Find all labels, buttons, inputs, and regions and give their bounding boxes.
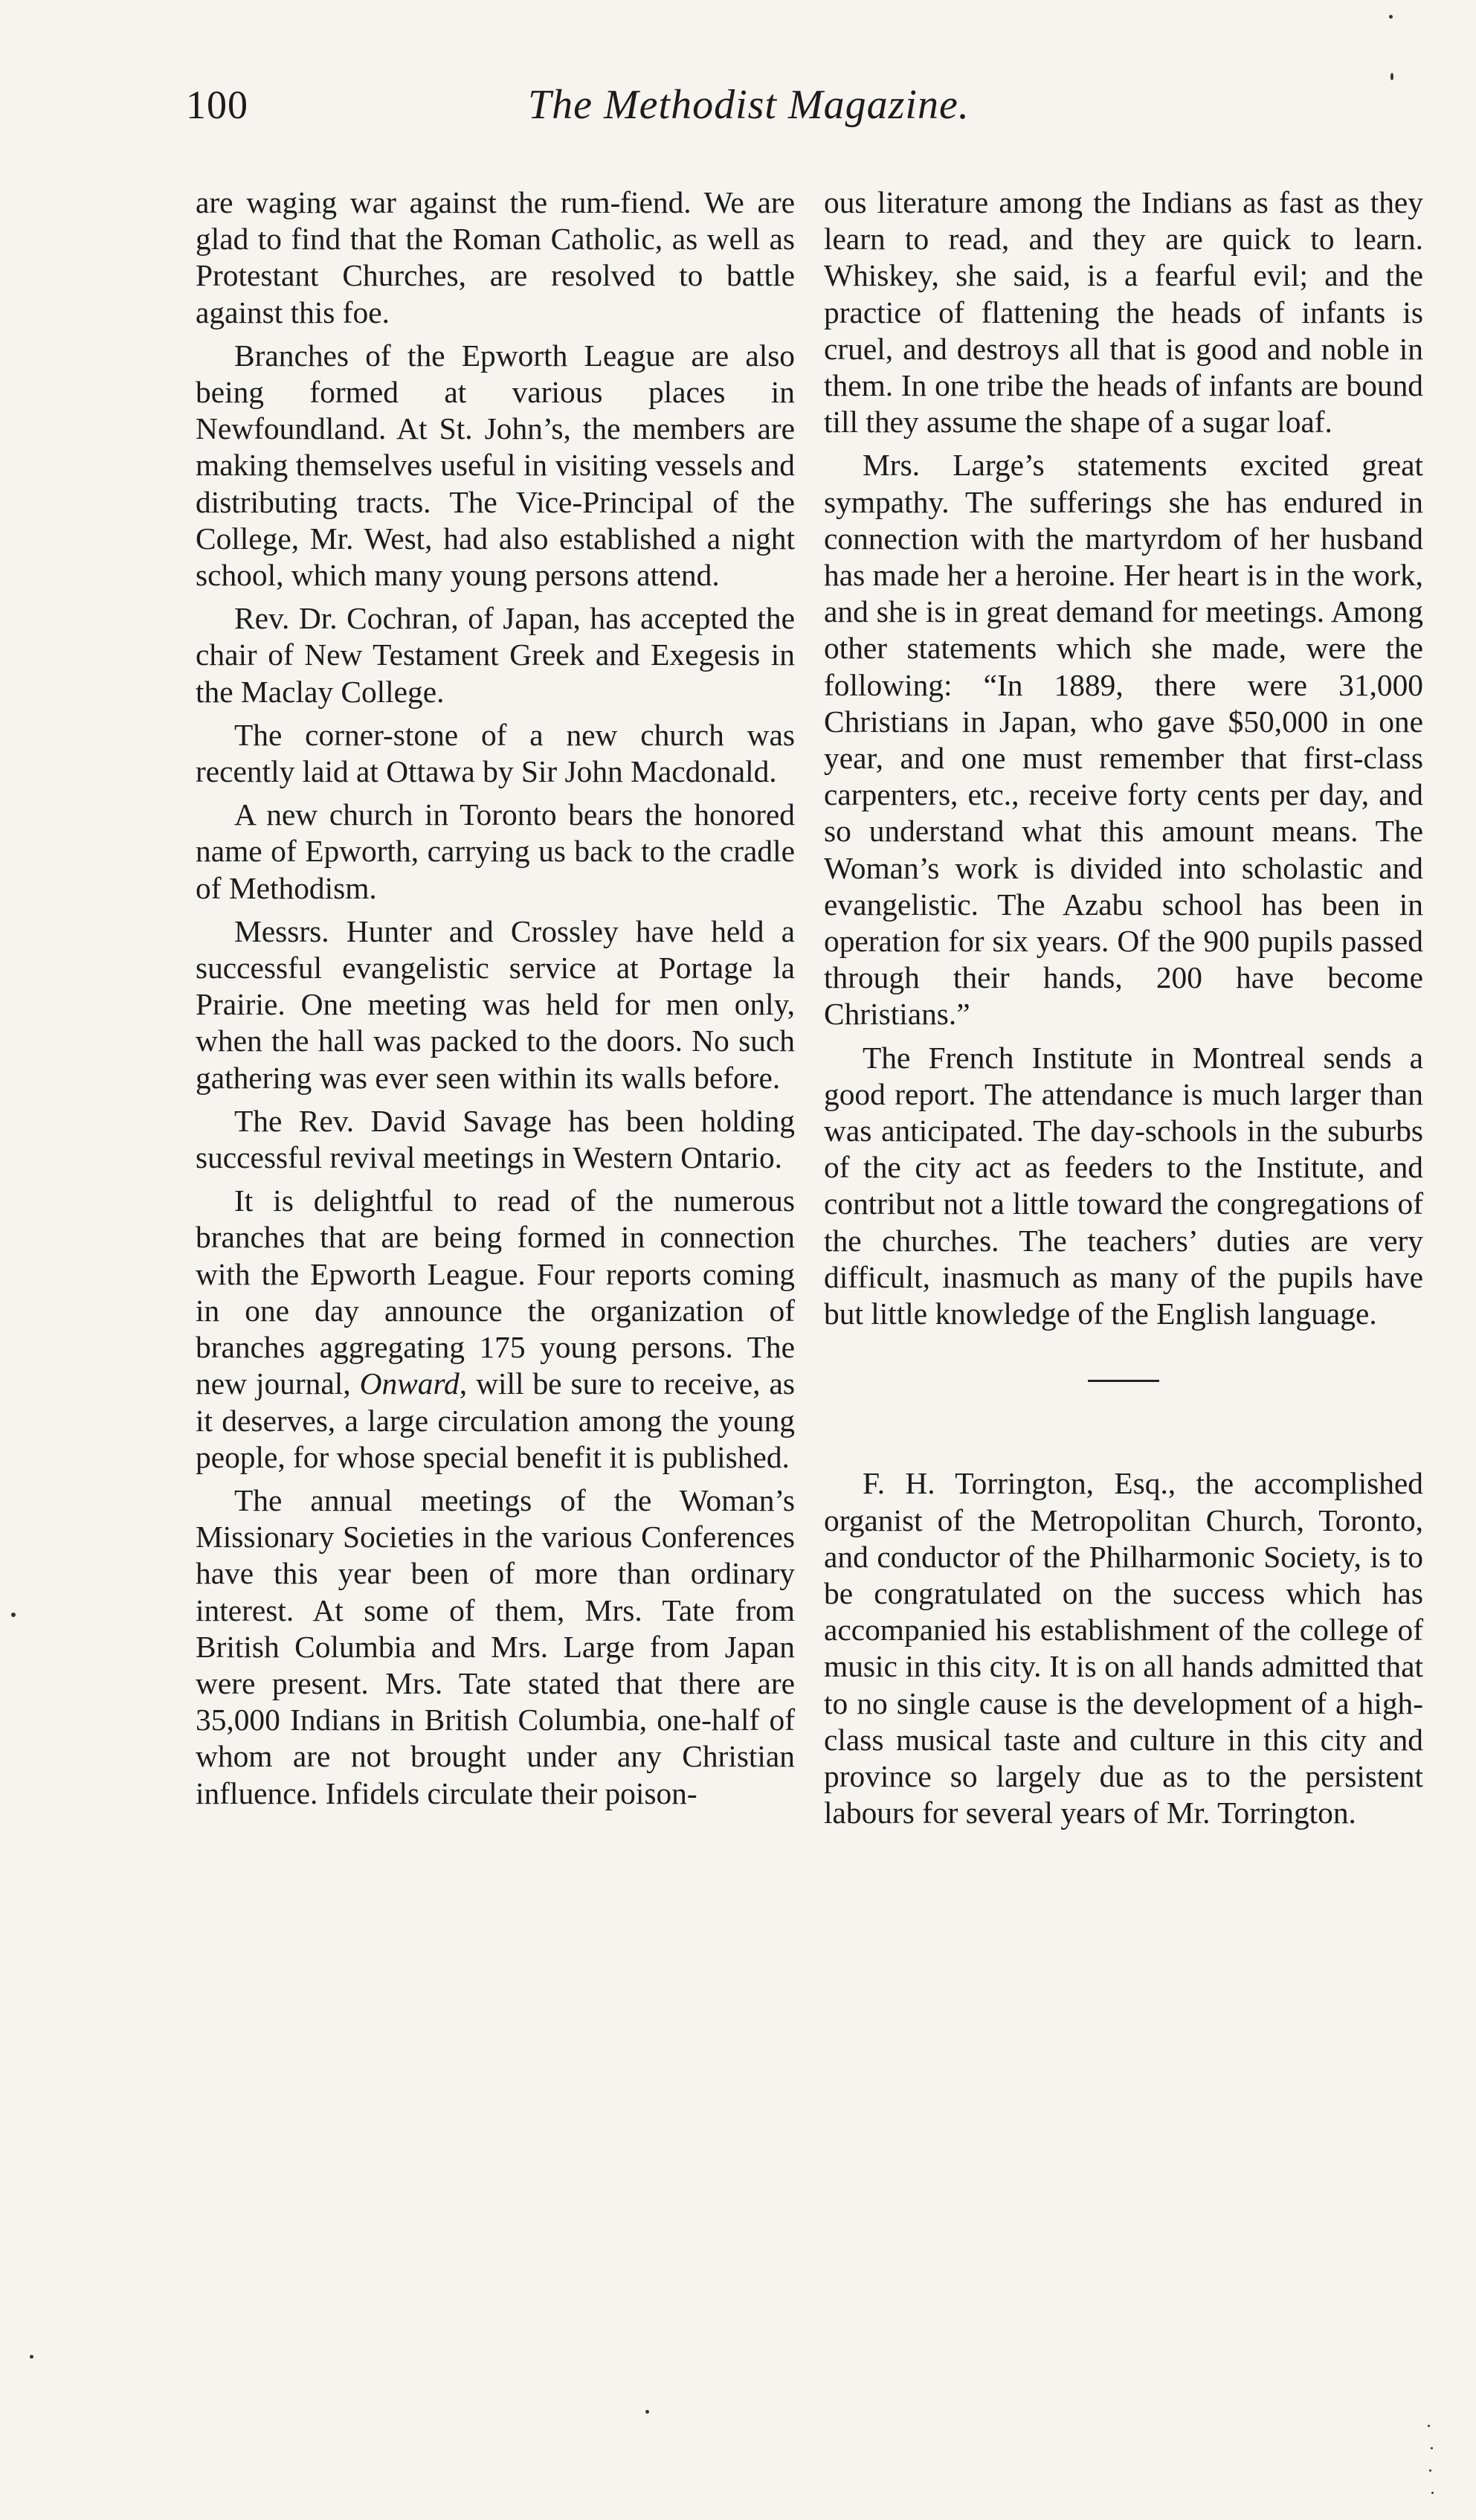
- left-column: [196, 184, 795, 1819]
- scan-speck: [1431, 2492, 1434, 2494]
- page-header: [186, 74, 1417, 141]
- section-divider: [1088, 1380, 1159, 1382]
- scan-speck: [1431, 2447, 1433, 2449]
- paragraph-text: , will be sure to receive, as it deserves, a large circulation among the young people, for whose special benefit it is published.: [196, 1366, 795, 1474]
- paragraph: F. H. Torrington, Esq., the accomplished organist of the Metropolitan Church, Toronto, and conductor of the Philharmonic Society, is to be congratulated on the success which has accompanied his establishment of the college of music in this city. It is on all hands admitted that to no single cause is the development of a high-class musical taste and culture in this city and province so largely due as to the persistent labours for several years of Mr. Torrington.: [824, 1466, 1423, 1830]
- scan-speck: [11, 1613, 16, 1617]
- paragraph: The French Institute in Montreal sends a good report. The attendance is much larger than was anticipated. The day-schools in the suburbs of the city act as feeders to the Institute, and contribut not a little toward the congregations of the churches. The teachers’ duties are very difficult, inasmuch as many of the pupils have but little knowledge of the English language.: [824, 1040, 1423, 1331]
- scan-speck: [1428, 2425, 1430, 2427]
- paragraph: A new church in Toronto bears the honored name of Epworth, carrying us back to the cradle of Methodism.: [196, 797, 795, 905]
- running-title: The Methodist Magazine.: [528, 82, 970, 128]
- scan-speck: [645, 2410, 649, 2414]
- paragraph: Branches of the Epworth League are also being formed at various places in Newfoundland. At St. John’s, the members are making themselves useful in visiting vessels and distributing tracts. The Vice-Principal of the College, Mr. West, had also established a night school, which many young persons attend.: [196, 338, 795, 593]
- scan-speck: [30, 2355, 33, 2359]
- paragraph-text: It is delightful to read of the numerous branches that are being formed in connection with the Epworth League. Four reports coming in one day announce the organization of branches aggregating 175 young persons. The new journal,: [196, 1183, 795, 1401]
- scan-speck: [1389, 15, 1393, 19]
- right-column: [824, 184, 1423, 1838]
- paragraph: ous literature among the Indians as fast as they learn to read, and they are quick to learn. Whiskey, she said, is a fearful evil; and the practice of flattening the heads of infants is cruel, and destroys all that is good and noble in them. In one tribe the heads of infants are bound till they assume the shape of a sugar loaf.: [824, 185, 1423, 440]
- scan-speck: [1390, 73, 1393, 80]
- paragraph: The Rev. David Savage has been holding successful revival meetings in Western Ontario.: [196, 1103, 795, 1175]
- paragraph: Mrs. Large’s statements excited great sympathy. The sufferings she has endured in connection with the martyrdom of her husband has made her a heroine. Her heart is in the work, and she is in great demand for meetings. Among other statements which she made, were the following: “In 1889, there were 31,000 Christians in Japan, who gave $50,000 in one year, and one must remember that first-class carpenters, etc., receive forty cents per day, and so understand what this amount means. The Woman’s work is divided into scholastic and evangelistic. The Azabu school has been in operation for six years. Of the 900 pupils passed through their hands, 200 have become Christians.”: [824, 448, 1423, 1032]
- paragraph: The annual meetings of the Woman’s Missionary Societies in the various Conferences have this year been of more than ordinary interest. At some of them, Mrs. Tate from British Columbia and Mrs. Large from Japan were present. Mrs. Tate stated that there are 35,000 Indians in British Columbia, one-half of whom are not brought under any Christian influence. Infidels circulate their poison-: [196, 1482, 795, 1810]
- page-number: 100: [186, 83, 248, 127]
- scan-speck: [1429, 2469, 1431, 2472]
- paragraph: Rev. Dr. Cochran, of Japan, has accepted the chair of New Testament Greek and Exegesis in the Maclay College.: [196, 601, 795, 709]
- paragraph: The corner-stone of a new church was recently laid at Ottawa by Sir John Macdonald.: [196, 717, 795, 789]
- paragraph: are waging war against the rum-fiend. We are glad to find that the Roman Catholic, as well as Protestant Churches, are resolved to battle against this foe.: [196, 185, 795, 330]
- paragraph: [196, 1183, 795, 1476]
- journal-title: Onward: [359, 1366, 460, 1401]
- paragraph: Messrs. Hunter and Crossley have held a successful evangelistic service at Portage la Prairie. One meeting was held for men only, when the hall was packed to the doors. No such gathering was ever seen within its walls before.: [196, 913, 795, 1095]
